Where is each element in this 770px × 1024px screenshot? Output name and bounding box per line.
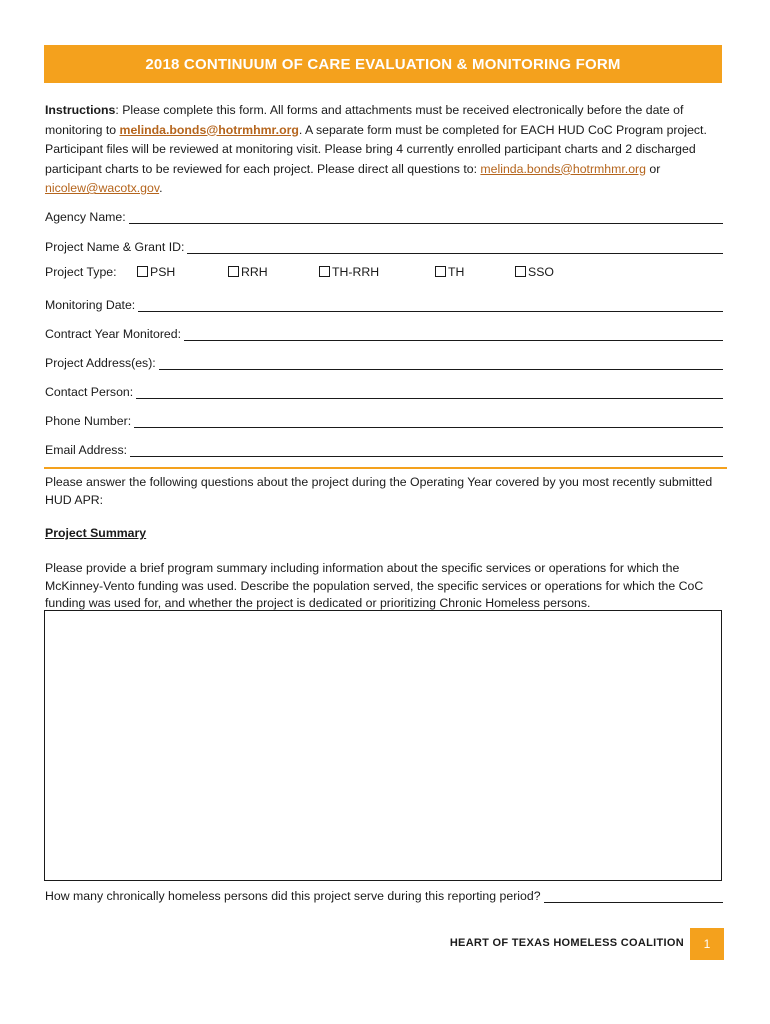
checkbox-th-rrh[interactable] (319, 265, 380, 279)
page-number: 1 (690, 928, 724, 960)
contract-year-row (45, 323, 723, 341)
contract-year-label: Contract Year Monitored: (45, 327, 182, 341)
project-summary-textarea[interactable] (44, 610, 722, 881)
instructions-paragraph (45, 101, 725, 199)
email-address-row (45, 439, 723, 457)
checkbox-psh[interactable] (137, 265, 176, 279)
section-divider (44, 467, 727, 469)
checkbox-th-rrh-label: TH-RRH (332, 265, 380, 279)
agency-name-label: Agency Name: (45, 210, 126, 224)
project-type-row (45, 265, 723, 283)
instructions-label: Instructions (45, 103, 116, 117)
monitoring-date-label: Monitoring Date: (45, 298, 136, 312)
checkbox-icon (228, 266, 239, 277)
agency-name-input[interactable] (129, 209, 723, 224)
instructions-text-4: . (159, 181, 163, 195)
project-address-row (45, 352, 723, 370)
phone-number-row (45, 410, 723, 428)
contact-person-row (45, 381, 723, 399)
checkbox-rrh-label: RRH (241, 265, 268, 279)
project-name-label: Project Name & Grant ID: (45, 240, 185, 254)
monitoring-date-row (45, 294, 723, 312)
chronic-homeless-question: How many chronically homeless persons did this project serve during this reporting period? (45, 889, 541, 903)
checkbox-icon (435, 266, 446, 277)
footer-organization: HEART OF TEXAS HOMELESS COALITION (449, 937, 684, 949)
project-name-input[interactable] (187, 239, 723, 254)
contact-person-input[interactable] (136, 384, 723, 399)
instructions-text-1: : Please complete this form. All forms and attachments must be received electronically before the date of monitoring to (45, 103, 684, 137)
email-link-melinda-2[interactable]: melinda.bonds@hotrmhmr.org (480, 161, 646, 176)
instructions-text-3: or (646, 161, 661, 176)
checkbox-psh-label: PSH (150, 265, 176, 279)
chronic-homeless-row (45, 885, 723, 903)
instructions-text-2: . A separate form must be completed for EACH HUD CoC Program project. Participant files will be reviewed at monitoring visit. Please bring 4 currently enrolled participant charts and 2 discharged participant charts to be reviewed for each project. Please direct all questions to: (45, 122, 707, 176)
contact-person-label: Contact Person: (45, 385, 134, 399)
checkbox-icon (319, 266, 330, 277)
checkbox-icon (515, 266, 526, 277)
contract-year-input[interactable] (184, 326, 723, 341)
checkbox-sso[interactable] (515, 265, 554, 279)
agency-name-row (45, 206, 723, 224)
email-address-input[interactable] (130, 442, 723, 457)
checkbox-icon (137, 266, 148, 277)
project-summary-heading: Project Summary (45, 526, 147, 540)
checkbox-rrh[interactable] (228, 265, 268, 279)
form-title: 2018 CONTINUUM OF CARE EVALUATION & MONITORING FORM (44, 45, 722, 83)
email-link-nicole[interactable]: nicolew@wacotx.gov (45, 181, 160, 195)
project-type-label: Project Type: (45, 265, 117, 279)
apr-instructions: Please answer the following questions about the project during the Operating Year covered by you most recently submitted HUD APR: (45, 475, 713, 507)
checkbox-th[interactable] (435, 265, 465, 279)
chronic-homeless-input[interactable] (544, 890, 723, 903)
email-link-melinda[interactable]: melinda.bonds@hotrmhmr.org (119, 122, 299, 137)
checkbox-sso-label: SSO (528, 265, 554, 279)
phone-number-label: Phone Number: (45, 414, 132, 428)
monitoring-date-input[interactable] (138, 297, 723, 312)
project-address-input[interactable] (159, 355, 723, 370)
phone-number-input[interactable] (134, 413, 723, 428)
checkbox-th-label: TH (448, 265, 465, 279)
project-name-row (45, 236, 723, 254)
project-summary-prompt: Please provide a brief program summary including information about the specific services or operations for which the McKinney-Vento funding was used. Describe the population served, the specific services or operations for which the CoC funding was used for, and whether the project is dedicated or prioritizing Chronic Homeless persons. (45, 561, 704, 610)
project-address-label: Project Address(es): (45, 356, 156, 370)
email-address-label: Email Address: (45, 443, 128, 457)
